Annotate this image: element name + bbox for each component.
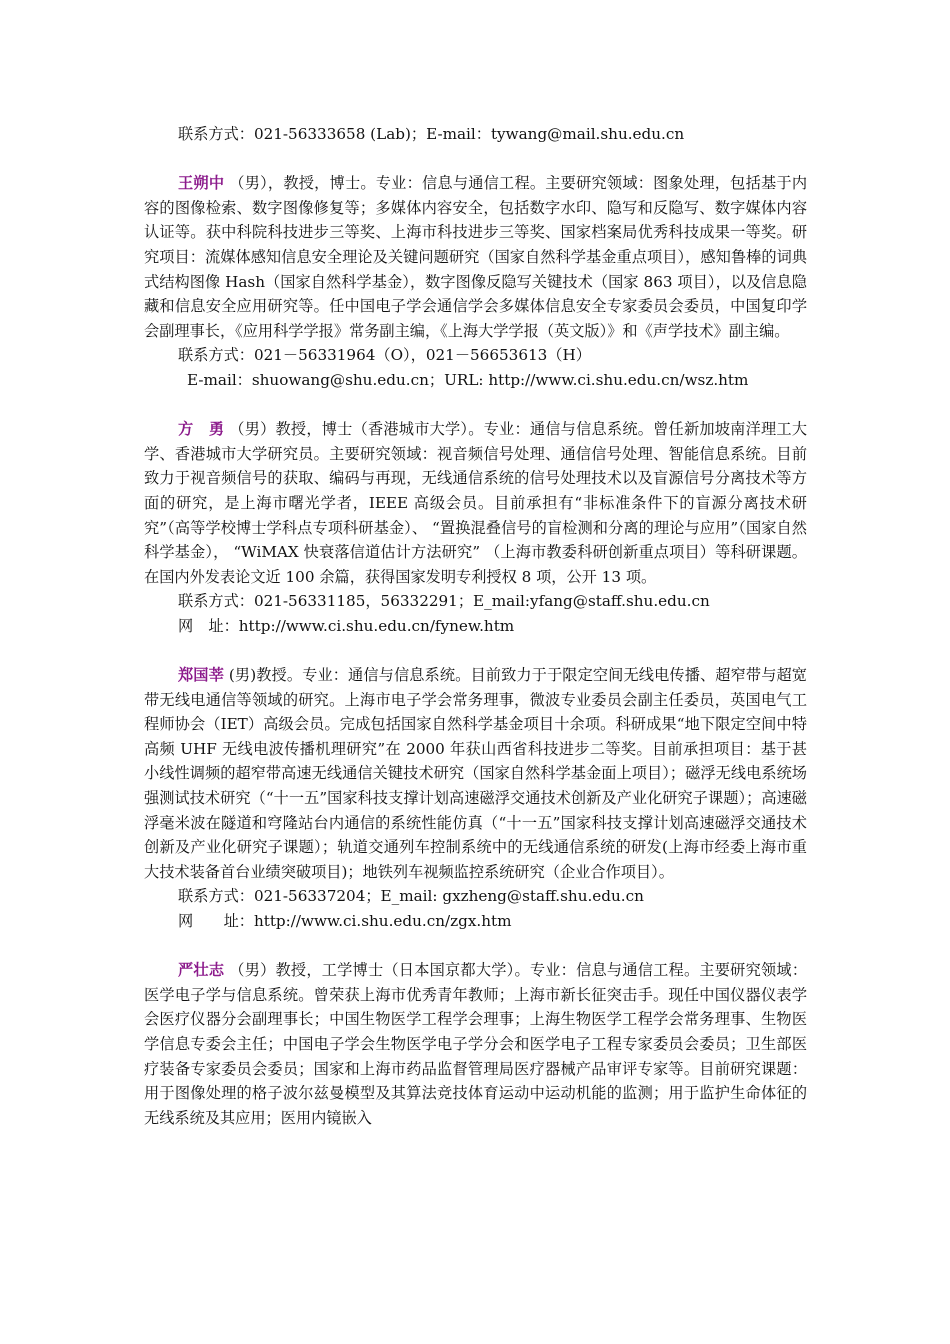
- document-page: [144, 122, 807, 1130]
- bio-paragraph-fang: [144, 417, 807, 589]
- intro-contact: 联系方式：021-56333658 (Lab)；E-mail：tywang@mail.shu.edu.cn: [178, 125, 685, 143]
- contact-line: 联系方式：021－56331964（O），021－56653613（H）: [178, 346, 591, 365]
- bio-paragraph-yan: [144, 958, 807, 1130]
- bio-text: (男)教授。专业：通信与信息系统。目前致力于于限定空间无线电传播、超窄带与超宽带无线电通信等领域的研究。上海市电子学会常务理事，微波专业委员会副主任委员，英国电气工程师协会（IET）高级会员。完成包括国家自然科学基金项目十余项。科研成果“地下限定空间中特高频 UHF 无线电波传播机理研究”在 2000 年获山西省科技进步二等奖。目前承担项目：基于甚小线性调频的超窄带高速无线通信关键技术研究（国家自然科学基金面上项目）；磁浮无线电系统场强测试技术研究（“十一五”国家科技支撑计划高速磁浮交通技术创新及产业化研究子课题）；高速磁浮毫米波在隧道和穹隆站台内通信的系统性能仿真（“十一五”国家科技支撑计划高速磁浮交通技术创新及产业化研究子课题）；轨道交通列车控制系统中的无线通信系统的研发(上海市经委上海市重大技术装备首台业绩突破项目)；地铁列车视频监控系统研究（企业合作项目）。: [144, 666, 807, 881]
- contact-line: 网 址：http://www.ci.shu.edu.cn/zgx.htm: [178, 912, 512, 930]
- bio-text: （男），教授，博士。专业：信息与通信工程。主要研究领域：图象处理，包括基于内容的图像检索、数字图像修复等；多媒体内容安全，包括数字水印、隐写和反隐写、数字媒体内容认证等。获中科院科技进步三等奖、上海市科技进步三等奖、国家档案局优秀科技成果一等奖。研究项目：流媒体感知信息安全理论及关键问题研究（国家自然科学基金重点项目），感知鲁棒的词典式结构图像 Hash（国家自然科学基金），数字图像反隐写关键技术（国家 863 项目），以及信息隐藏和信息安全应用研究等。任中国电子学会通信学会多媒体信息安全专家委员会委员，中国复印学会副理事长，《应用科学学报》常务副主编，《上海大学学报（英文版）》和《声学技术》副主编。: [144, 174, 808, 340]
- spacer: [144, 638, 807, 663]
- contact-line: 联系方式：021-56331185，56332291；E_mail:yfang@staff.shu.edu.cn: [178, 592, 710, 611]
- person-name: 严壮志: [178, 961, 225, 980]
- contact-line: 网 址：http://www.ci.shu.edu.cn/fynew.htm: [178, 616, 515, 635]
- contact-line: 联系方式：021-56337204；E_mail: gxzheng@staff.shu.edu.cn: [178, 887, 644, 906]
- bio-paragraph-wang: [144, 171, 807, 343]
- bio-text: （男）教授，工学博士（日本国京都大学）。专业：信息与通信工程。主要研究领域：医学电子学与信息系统。曾荣获上海市优秀青年教师；上海市新长征突击手。现任中国仪器仪表学会医疗仪器分会副理事长；中国生物医学工程学会理事；上海生物医学工程学会常务理事、生物医学信息专委会主任；中国电子学会生物医学电子学分会和医学电子工程专家委员会委员；卫生部医疗装备专家委员会委员；国家和上海市药品监督管理局医疗器械产品审评专家等。目前研究课题：用于图像处理的格子波尔兹曼模型及其算法竞技体育运动中运动机能的监测；用于监护生命体征的无线系统及其应用；医用内镜嵌入: [144, 961, 808, 1127]
- person-name: 方 勇: [178, 420, 225, 439]
- bio-text: （男）教授，博士（香港城市大学）。专业：通信与信息系统。曾任新加坡南洋理工大学、香港城市大学研究员。主要研究领域：视音频信号处理、通信信号处理、智能信息系统。目前致力于视音频信号的获取、编码与再现，无线通信系统的信号处理技术以及盲源信号分离技术等方面的研究，是上海市曙光学者，IEEE 高级会员。目前承担有“非标准条件下的盲源分离技术研究”（高等学校博士学科点专项科研基金）、 “置换混叠信号的盲检测和分离的理论与应用”（国家自然科学基金）， “WiMAX 快衰落信道估计方法研究” （上海市教委科研创新重点项目）等科研课题。在国内外发表论文近 100 余篇，获得国家发明专利授权 8 项，公开 13 项。: [144, 420, 808, 586]
- spacer: [144, 393, 807, 418]
- spacer: [144, 147, 807, 172]
- person-name: 王朔中: [178, 174, 225, 193]
- person-name: 郑国莘: [178, 666, 224, 685]
- bio-paragraph-zheng: [144, 663, 807, 884]
- spacer: [144, 934, 807, 959]
- contact-line: E-mail：shuowang@shu.edu.cn；URL: http://www.ci.shu.edu.cn/wsz.htm: [187, 370, 749, 389]
